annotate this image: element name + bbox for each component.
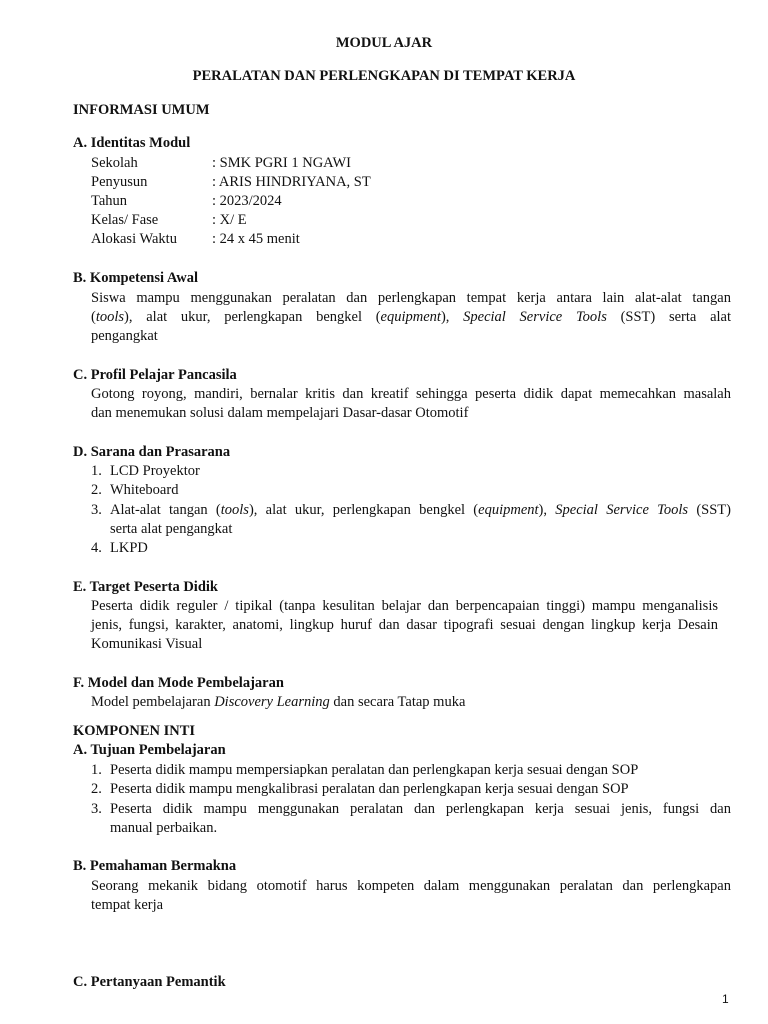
tujuan-item-2: Peserta didik mampu mengkalibrasi peralatan dan perlengkapan kerja sesuai dengan SOP: [110, 781, 629, 797]
tujuan-heading: A. Tujuan Pembelajaran: [73, 742, 226, 758]
target-line-2: jenis, fungsi, karakter, anatomi, lingkup huruf dan dasar tipografi sesuai dengan lingkup kerja Desain: [91, 617, 718, 633]
document-title: MODUL AJAR: [335, 35, 433, 51]
pemahaman-heading: B. Pemahaman Bermakna: [73, 858, 237, 874]
identitas-heading: A. Identitas Modul: [73, 135, 191, 151]
sarana-number-4: 4.: [91, 540, 102, 556]
sarana-item-4: LKPD: [110, 540, 148, 556]
kompetensi-line-2: (tools), alat ukur, perlengkapan bengkel (equipment), Special Service Tools (SST) serta alat: [91, 309, 731, 325]
tujuan-item-3: Peserta didik mampu menggunakan peralatan dan perlengkapan kerja sesuai jenis, fungsi dan: [110, 801, 731, 817]
pemahaman-line-2: tempat kerja: [91, 897, 164, 913]
profil-heading: C. Profil Pelajar Pancasila: [73, 367, 237, 383]
tujuan-number-1: 1.: [91, 762, 102, 778]
kompetensi-line-3: pengangkat: [91, 328, 158, 344]
identitas-value-tahun: : 2023/2024: [212, 193, 282, 209]
model-heading: F. Model dan Mode Pembelajaran: [73, 675, 284, 691]
identitas-label-tahun: Tahun: [91, 193, 128, 209]
sarana-number-3: 3.: [91, 502, 102, 518]
identitas-value-alokasi: : 24 x 45 menit: [212, 231, 300, 247]
model-line: Model pembelajaran Discovery Learning dan secara Tatap muka: [91, 694, 466, 710]
kompetensi-heading: B. Kompetensi Awal: [73, 270, 198, 286]
target-line-3: Komunikasi Visual: [91, 636, 203, 652]
sarana-item-1: LCD Proyektor: [110, 463, 200, 479]
sarana-heading: D. Sarana dan Prasarana: [73, 444, 231, 460]
sarana-item-3-line-2: serta alat pengangkat: [110, 521, 233, 537]
sarana-item-2: Whiteboard: [110, 482, 179, 498]
tujuan-item-1: Peserta didik mampu mempersiapkan peralatan dan perlengkapan kerja sesuai dengan SOP: [110, 762, 639, 778]
identitas-label-alokasi: Alokasi Waktu: [91, 231, 177, 247]
identitas-label-kelas: Kelas/ Fase: [91, 212, 159, 228]
identitas-label-penyusun: Penyusun: [91, 174, 148, 190]
sarana-number-2: 2.: [91, 482, 102, 498]
kompetensi-line-1: Siswa mampu menggunakan peralatan dan perlengkapan tempat kerja antara lain alat-alat tangan: [91, 290, 731, 306]
sarana-number-1: 1.: [91, 463, 102, 479]
section-informasi-umum: INFORMASI UMUM: [73, 102, 210, 118]
profil-line-2: dan menemukan solusi dalam mempelajari Dasar-dasar Otomotif: [91, 405, 469, 421]
section-komponen-inti: KOMPONEN INTI: [73, 723, 196, 739]
sarana-item-3: Alat-alat tangan (tools), alat ukur, perlengkapan bengkel (equipment), Special Service Tools (SST): [110, 502, 731, 518]
identitas-value-kelas: : X/ E: [212, 212, 247, 228]
target-line-1: Peserta didik reguler / tipikal (tanpa kesulitan belajar dan berpencapaian tinggi) mampu menganalisis: [91, 598, 718, 614]
identitas-label-sekolah: Sekolah: [91, 155, 138, 171]
document-subtitle: PERALATAN DAN PERLENGKAPAN DI TEMPAT KERJA: [192, 68, 576, 84]
pemahaman-line-1: Seorang mekanik bidang otomotif harus kompeten dalam menggunakan peralatan dan perlengkapan: [91, 878, 731, 894]
pertanyaan-heading: C. Pertanyaan Pemantik: [73, 974, 226, 990]
tujuan-number-3: 3.: [91, 801, 102, 817]
page-number: 1: [722, 992, 729, 1006]
identitas-value-penyusun: : ARIS HINDRIYANA, ST: [212, 174, 371, 190]
profil-line-1: Gotong royong, mandiri, bernalar kritis dan kreatif sehingga peserta didik dapat memecahkan masalah: [91, 386, 731, 402]
identitas-value-sekolah: : SMK PGRI 1 NGAWI: [212, 155, 352, 171]
tujuan-item-3-line-2: manual perbaikan.: [110, 820, 218, 836]
tujuan-number-2: 2.: [91, 781, 102, 797]
target-heading: E. Target Peserta Didik: [73, 579, 218, 595]
